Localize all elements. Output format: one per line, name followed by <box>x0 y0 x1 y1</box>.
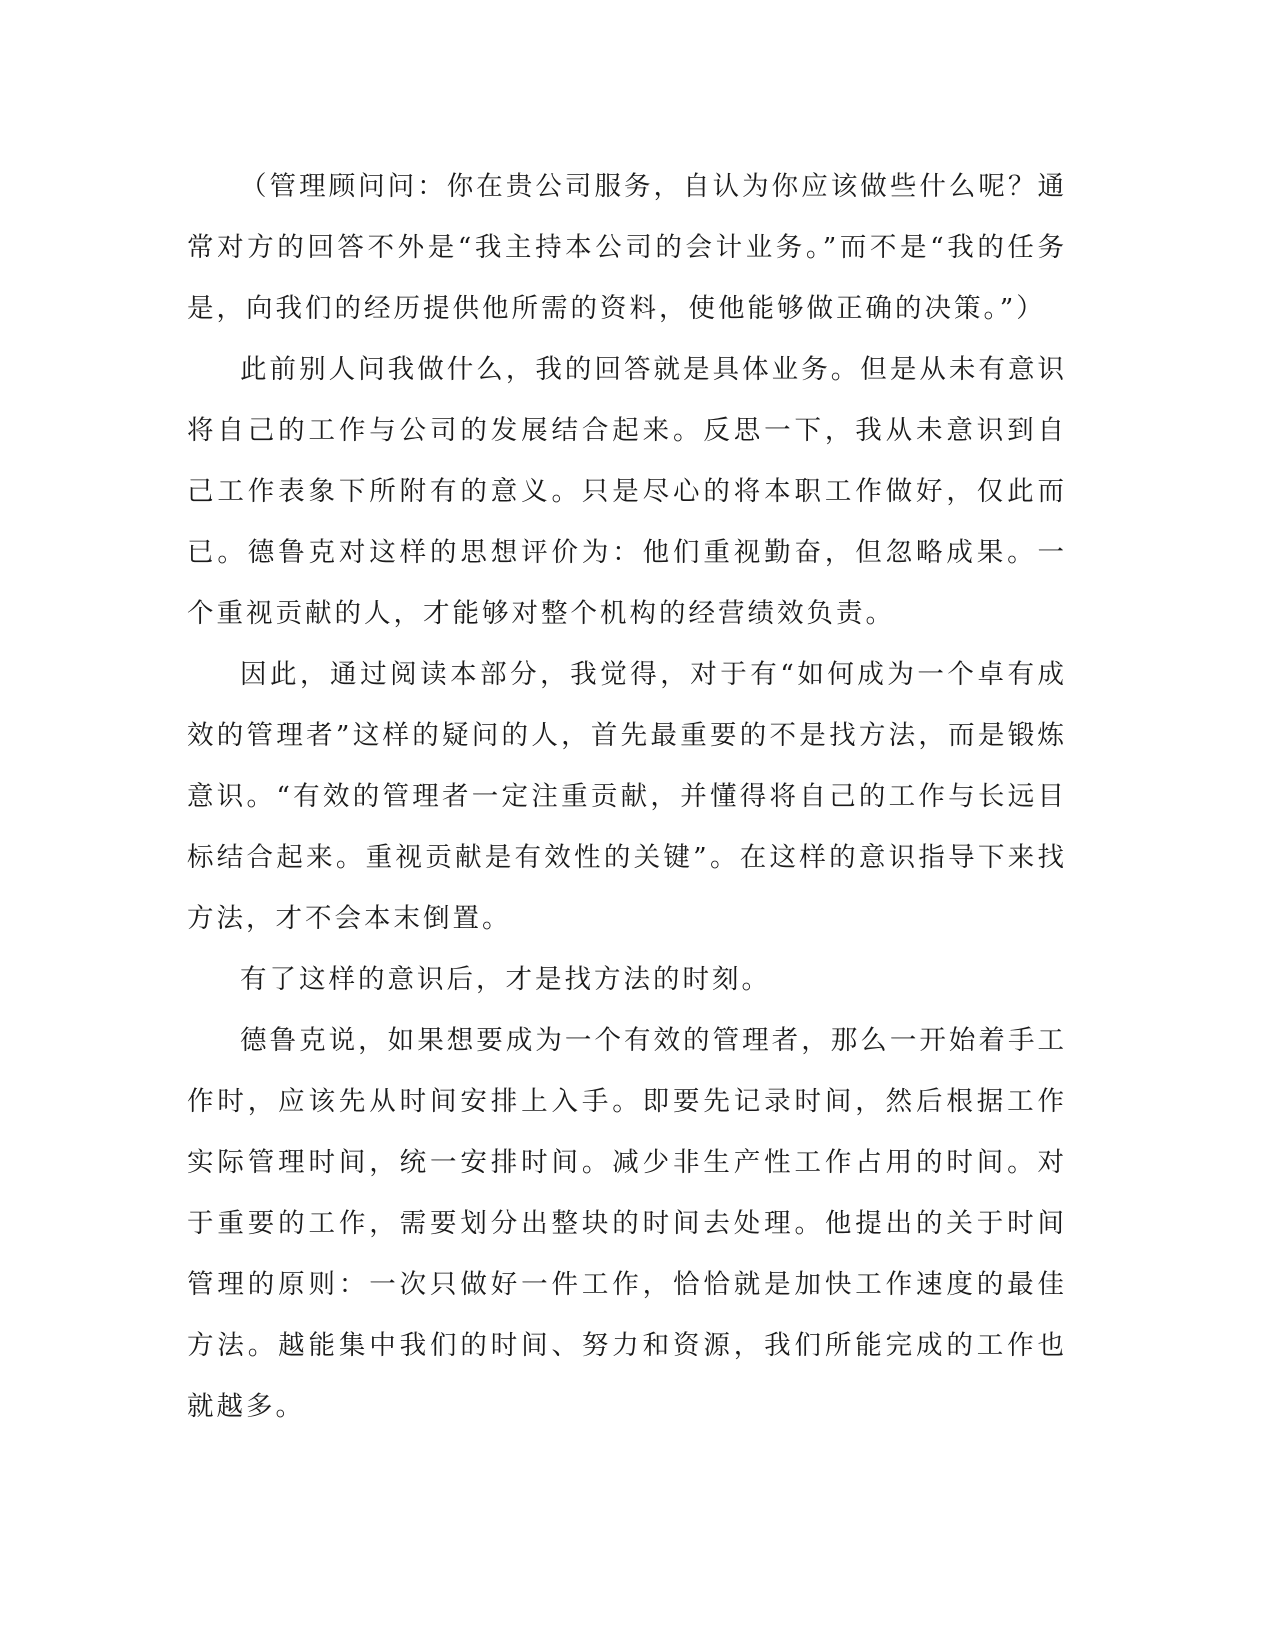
paragraph-reflection: 此前别人问我做什么，我的回答就是具体业务。但是从未有意识将自己的工作与公司的发展结合起来。反思一下，我从未意识到自己工作表象下所附有的意义。只是尽心的将本职工作做好，仅此而已。德鲁克对这样的思想评价为：他们重视勤奋，但忽略成果。一个重视贡献的人，才能够对整个机构的经营绩效负责。 <box>187 354 1067 629</box>
paragraph-awareness: 因此，通过阅读本部分，我觉得，对于有“如何成为一个卓有成效的管理者”这样的疑问的人，首先最重要的不是找方法，而是锻炼意识。“有效的管理者一定注重贡献，并懂得将自己的工作与长远目标结合起来。重视贡献是有效性的关键”。在这样的意识指导下来找方法，才不会本末倒置。 <box>187 659 1067 934</box>
paragraph-method-moment: 有了这样的意识后，才是找方法的时刻。 <box>240 964 771 995</box>
paragraph-time-management: 德鲁克说，如果想要成为一个有效的管理者，那么一开始着手工作时，应该先从时间安排上入手。即要先记录时间，然后根据工作实际管理时间，统一安排时间。减少非生产性工作占用的时间。对于重要的工作，需要划分出整块的时间去处理。他提出的关于时间管理的原则：一次只做好一件工作，恰恰就是加快工作速度的最佳方法。越能集中我们的时间、努力和资源，我们所能完成的工作也就越多。 <box>187 1025 1067 1422</box>
document-body <box>187 156 1067 1437</box>
paragraph-consultant-question: （管理顾问问：你在贵公司服务，自认为你应该做些什么呢？通常对方的回答不外是“我主持本公司的会计业务。”而不是“我的任务是，向我们的经历提供他所需的资料，使他能够做正确的决策。”） <box>187 171 1067 324</box>
